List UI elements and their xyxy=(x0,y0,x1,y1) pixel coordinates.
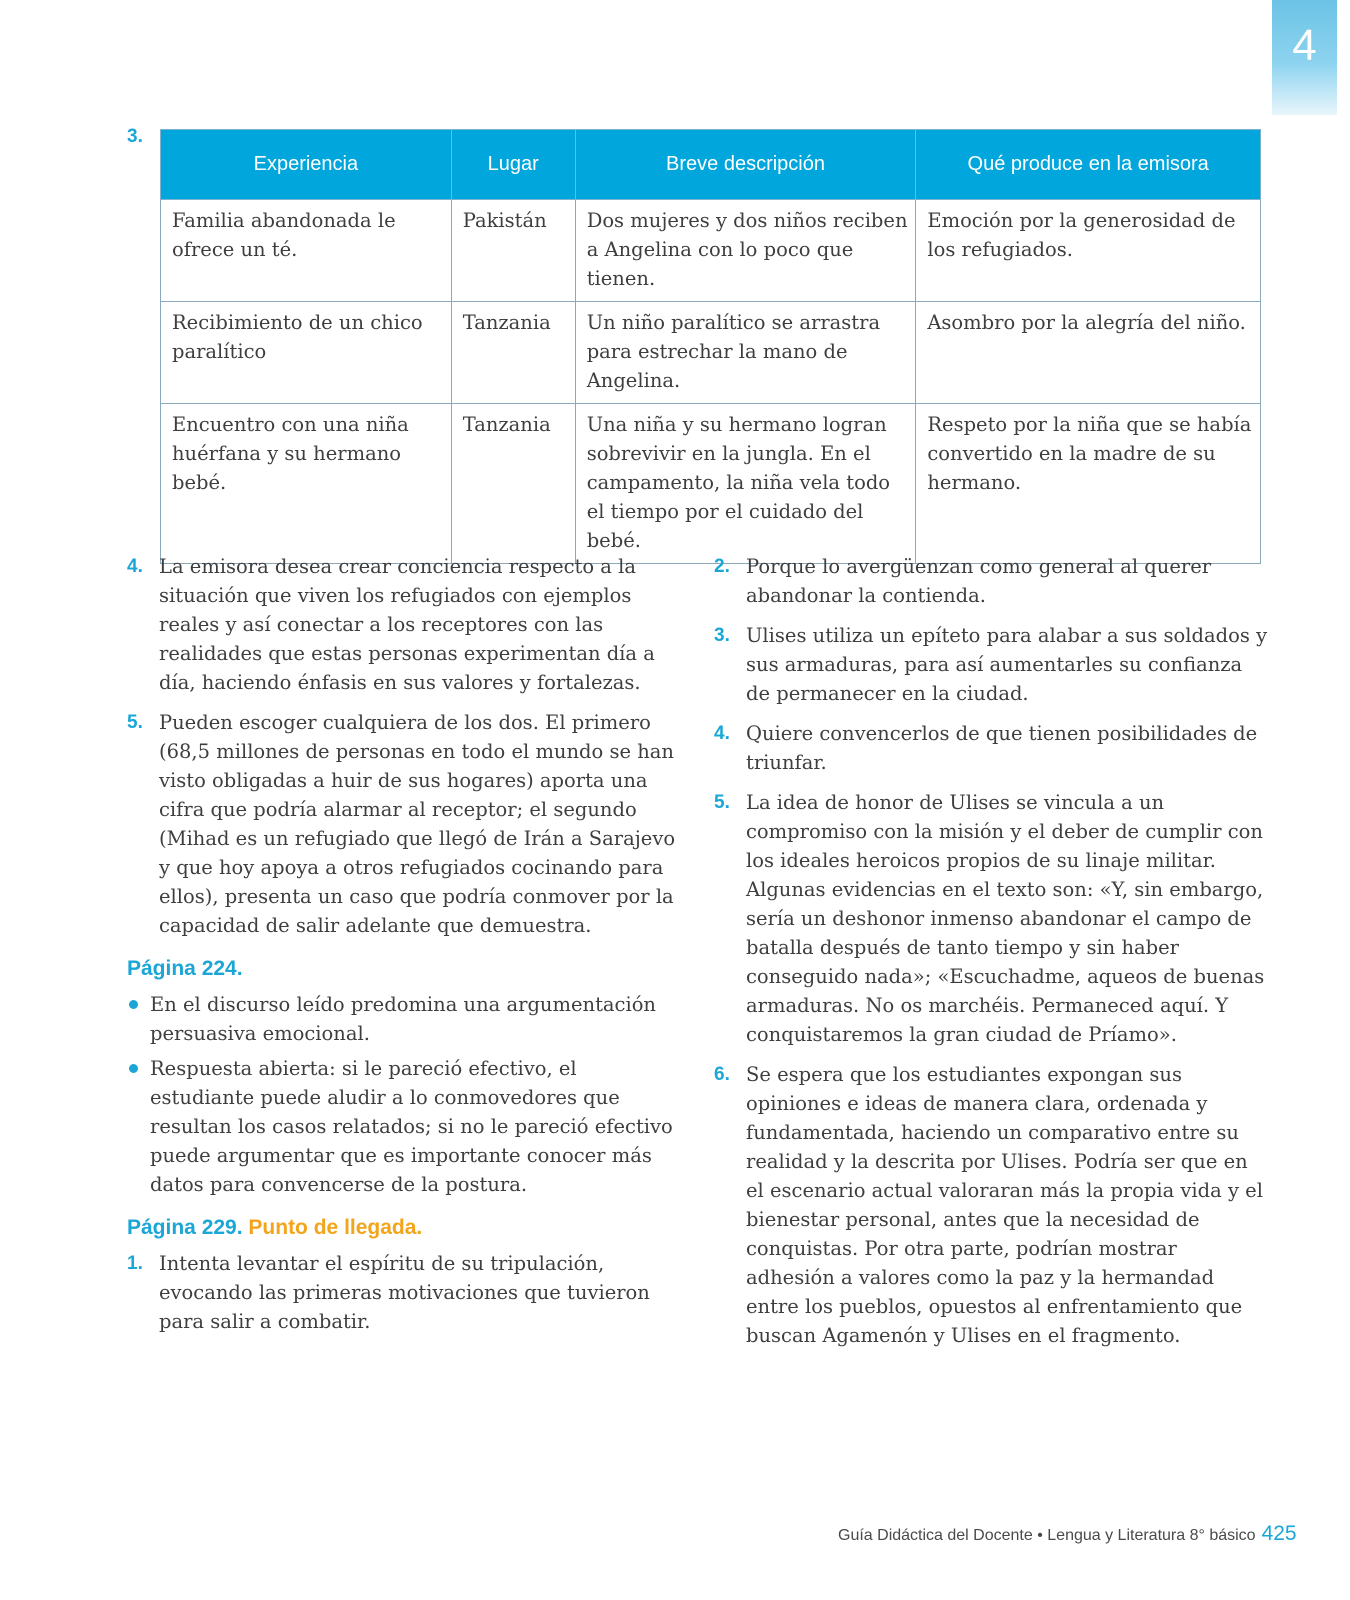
item-number: 4. xyxy=(714,723,730,744)
table-cell: Pakistán xyxy=(451,200,575,302)
table-cell: Tanzania xyxy=(451,302,575,404)
page-footer xyxy=(838,1522,1318,1546)
item-number: 3. xyxy=(714,625,730,646)
table-number: 3. xyxy=(127,126,143,147)
bullet-text: En el discurso leído predomina una argumentación persuasiva emocional. xyxy=(150,993,656,1045)
header-produce: Qué produce en la emisora xyxy=(916,130,1261,200)
item-number: 4. xyxy=(127,556,143,577)
bullet-dot-icon xyxy=(129,1000,138,1009)
table-cell: Un niño paralítico se arrastra para estrechar la mano de Angelina. xyxy=(575,302,916,404)
table-cell: Familia abandonada le ofrece un té. xyxy=(161,200,452,302)
heading-accent: Punto de llegada. xyxy=(248,1216,423,1239)
table-cell: Encuentro con una niña huérfana y su hermano bebé. xyxy=(161,404,452,564)
table-cell: Tanzania xyxy=(451,404,575,564)
item-number: 1. xyxy=(127,1253,143,1274)
experiences-table xyxy=(160,129,1261,564)
footer-text: Guía Didáctica del Docente • Lengua y Literatura 8° básico xyxy=(838,1527,1256,1544)
answer-item-5 xyxy=(714,788,1270,1049)
item-text: Porque lo avergüenzan como general al querer abandonar la contienda. xyxy=(746,555,1212,607)
item-text: Se espera que los estudiantes expongan sus opiniones e ideas de manera clara, ordenada y fundamentada, haciendo un comparativo entre su realidad y la descrita por Ulises. Podría ser que en el escenario actual valoraran más la propia vida y el bienestar personal, antes que la necesidad de conquistas. Por otra parte, podrían mostrar adhesión a valores como la paz y la hermandad entre los pueblos, opuestos al enfrentamiento que buscan Agamenón y Ulises en el fragmento. xyxy=(746,1063,1263,1347)
item-text: Intenta levantar el espíritu de su tripulación, evocando las primeras motivaciones que tuvieron para salir a combatir. xyxy=(159,1252,650,1333)
header-descripcion: Breve descripción xyxy=(575,130,916,200)
item-text: La idea de honor de Ulises se vincula a un compromiso con la misión y el deber de cumplir con los ideales heroicos propios de su linaje militar. Algunas evidencias en el texto son: «Y, sin embargo, sería un deshonor inmenso abandonar el campo de batalla después de tanto tiempo y sin haber conseguido nada»; «Escuchadme, aqueos de buenas armaduras. No os marchéis. Permaneced aquí. Y conquistaremos la gran ciudad de Príamo». xyxy=(746,791,1265,1046)
answer-item-5 xyxy=(127,708,682,940)
item-text: Pueden escoger cualquiera de los dos. El primero (68,5 millones de personas en todo el mundo se han visto obligadas a huir de sus hogares) aporta una cifra que podría alarmar al receptor; el segundo (Mihad es un refugiado que llegó de Irán a Sarajevo y que hoy apoya a otros refugiados cocinando para ellos), presenta un caso que podría conmover por la capacidad de salir adelante que demuestra. xyxy=(159,711,676,937)
section-heading-224: Página 224. xyxy=(127,957,243,980)
item-number: 6. xyxy=(714,1064,730,1085)
answer-item-4 xyxy=(127,552,682,697)
table-cell: Emoción por la generosidad de los refugiados. xyxy=(916,200,1261,302)
table-cell: Respeto por la niña que se había convertido en la madre de su hermano. xyxy=(916,404,1261,564)
item-number: 2. xyxy=(714,556,730,577)
left-column xyxy=(127,552,682,1347)
table-cell: Una niña y su hermano logran sobrevivir en la jungla. En el campamento, la niña vela todo el tiempo por el cuidado del bebé. xyxy=(575,404,916,564)
answer-item-6 xyxy=(714,1060,1270,1350)
item-number: 5. xyxy=(714,792,730,813)
chapter-tab: 4 xyxy=(1272,0,1337,115)
header-experiencia: Experiencia xyxy=(161,130,452,200)
answer-item-4 xyxy=(714,719,1270,777)
table-row xyxy=(161,404,1261,564)
header-lugar: Lugar xyxy=(451,130,575,200)
page-number: 425 xyxy=(1261,1522,1297,1545)
heading-page: Página 229. xyxy=(127,1216,243,1239)
answer-item-3 xyxy=(714,621,1270,708)
bullet-item xyxy=(127,1054,682,1199)
table-row xyxy=(161,302,1261,404)
table-cell: Recibimiento de un chico paralítico xyxy=(161,302,452,404)
answer-item-1 xyxy=(127,1249,682,1336)
right-column xyxy=(714,552,1270,1361)
table-cell: Asombro por la alegría del niño. xyxy=(916,302,1261,404)
table-cell: Dos mujeres y dos niños reciben a Angelina con lo poco que tienen. xyxy=(575,200,916,302)
bullet-item xyxy=(127,990,682,1048)
bullet-text: Respuesta abierta: si le pareció efectivo, el estudiante puede aludir a lo conmovedores que resultan los casos relatados; si no le pareció efectivo puede argumentar que es importante conocer más datos para convencerse de la postura. xyxy=(150,1057,673,1196)
item-text: Quiere convencerlos de que tienen posibilidades de triunfar. xyxy=(746,722,1258,774)
item-number: 5. xyxy=(127,712,143,733)
answer-item-2 xyxy=(714,552,1270,610)
item-text: Ulises utiliza un epíteto para alabar a sus soldados y sus armaduras, para así aumentarles su confianza de permanecer en la ciudad. xyxy=(746,624,1268,705)
bullet-dot-icon xyxy=(129,1064,138,1073)
table-header-row xyxy=(161,130,1261,200)
section-heading-229 xyxy=(127,1213,682,1243)
item-text: La emisora desea crear conciencia respecto a la situación que viven los refugiados con ejemplos reales y así conectar a los receptores con las realidades que estas personas experimentan día a día, haciendo énfasis en sus valores y fortalezas. xyxy=(159,555,655,694)
table-row xyxy=(161,200,1261,302)
